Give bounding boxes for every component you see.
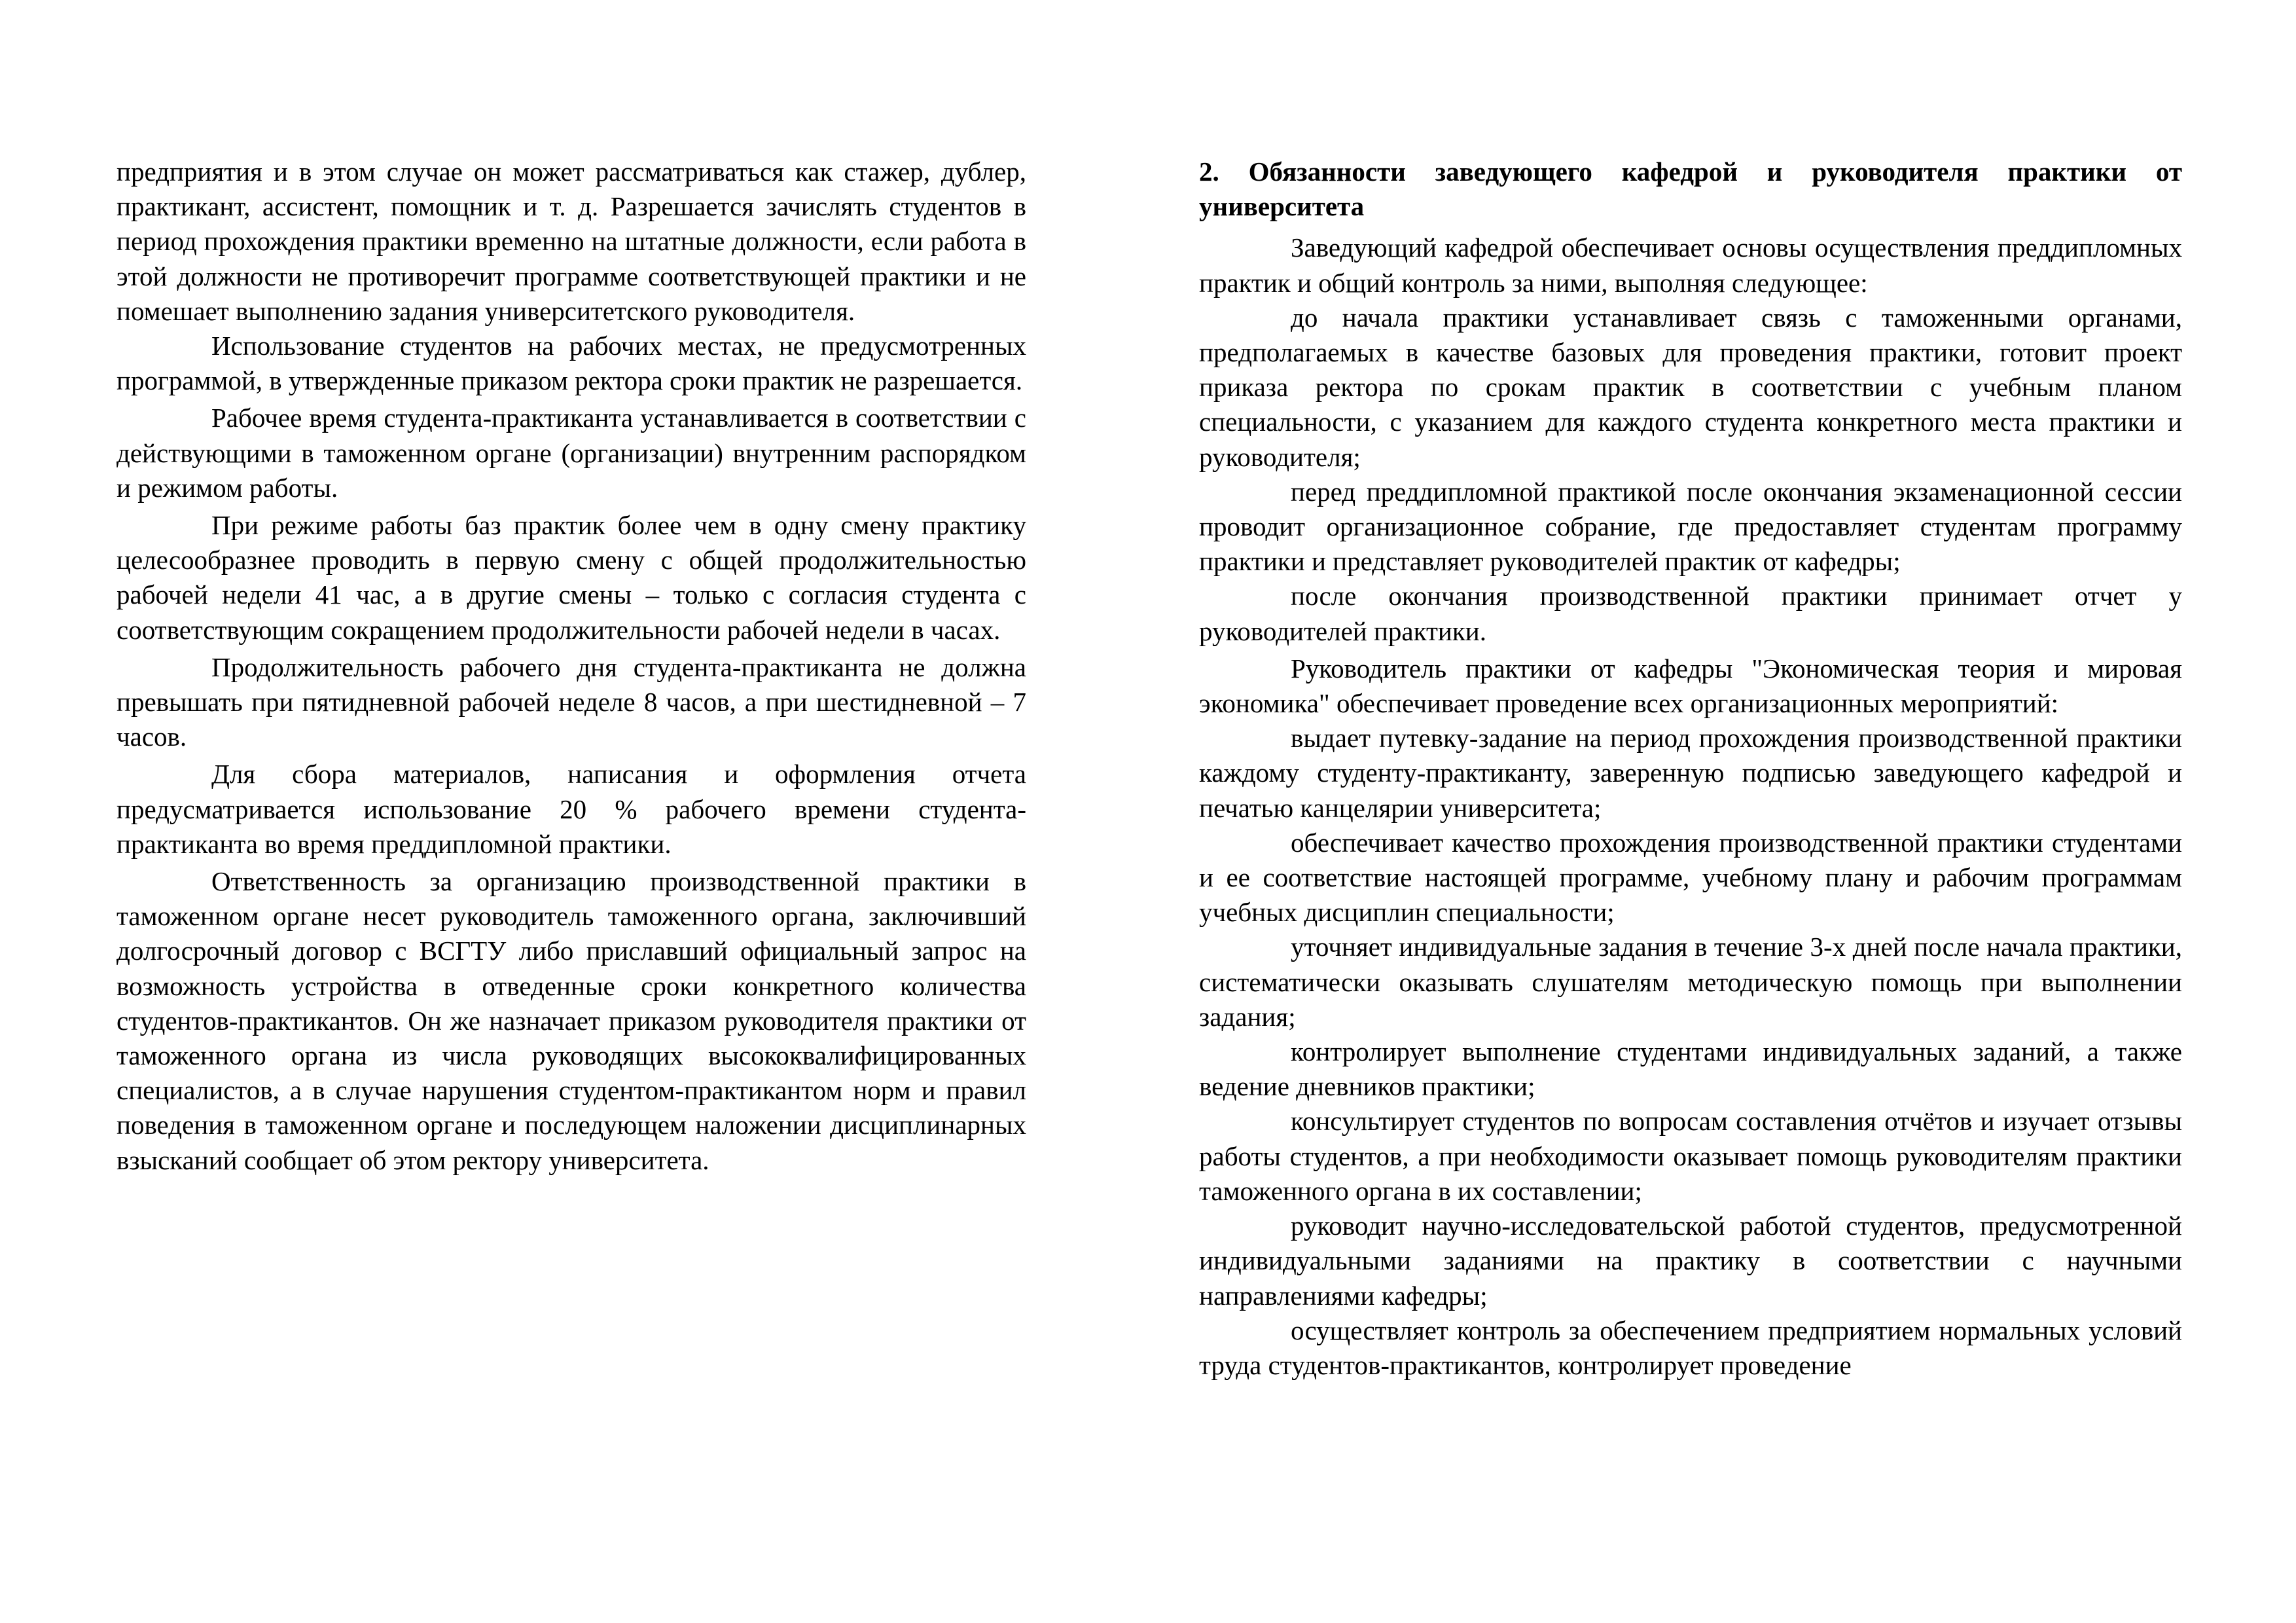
list-item: до начала практики устанавливает связь с таможенными органами, предполагаемых в качестве базовых для проведения практики, готовит проект приказа ректора по срокам практик в соответствии с учебным планом специальности, с указанием для каждого студента конкретного места практики и руководителя;	[1199, 302, 2182, 472]
paragraph: Использование студентов на рабочих местах, не предусмотренных программой, в утвержденные приказом ректора сроки практик не разрешается.	[117, 331, 1026, 396]
list-item: контролирует выполнение студентами индивидуальных заданий, а также ведение дневников практики;	[1199, 1036, 2182, 1102]
left-page-column	[117, 155, 1026, 1178]
list-item: консультирует студентов по вопросам составления отчётов и изучает отзывы работы студентов, а при необходимости оказывает помощь руководителям практики таможенного органа в их составлении;	[1199, 1106, 2182, 1206]
section-heading: 2. Обязанности заведующего кафедрой и руководителя практики от университета	[1199, 156, 2182, 222]
list-item: перед преддипломной практикой после окончания экзаменационной сессии проводит организационное собрание, где предоставляет студентам программу практики и представляет руководителей практик от кафедры;	[1199, 476, 2182, 577]
list-item: руководит научно-исследовательской работой студентов, предусмотренной индивидуальными заданиями на практику в соответствии с научными направлениями кафедры;	[1199, 1211, 2182, 1311]
list-item: обеспечивает качество прохождения производственной практики студентами и ее соответствие настоящей программе, учебному плану и рабочим программам учебных дисциплин специальности;	[1199, 827, 2182, 928]
paragraph: предприятия и в этом случае он может рассматриваться как стажер, дублер, практикант, ассистент, помощник и т. д. Разрешается зачислять студентов в период прохождения практики временно на штатные должности, если работа в этой должности не противоречит программе соответствующей практики и не помешает выполнению задания университетского руководителя.	[117, 156, 1026, 326]
paragraph: Рабочее время студента-практиканта устанавливается в соответствии с действующими в таможенном органе (организации) внутренним распорядком и режимом работы.	[117, 403, 1026, 503]
list-item: осуществляет контроль за обеспечением предприятием нормальных условий труда студентов-практикантов, контролирует проведение	[1199, 1315, 2182, 1380]
paragraph: Заведующий кафедрой обеспечивает основы осуществления преддипломных практик и общий контроль за ними, выполняя следующее:	[1199, 232, 2182, 298]
paragraph: Руководитель практики от кафедры "Экономическая теория и мировая экономика" обеспечивает проведение всех организационных мероприятий:	[1199, 653, 2182, 719]
paragraph: Ответственность за организацию производственной практики в таможенном органе несет руководитель таможенного органа, заключивший долгосрочный договор с ВСГТУ либо приславший официальный запрос на возможность устройства в отведенные сроки конкретного количества студентов-практикантов. Он же назначает приказом руководителя практики от таможенного органа из числа руководящих высококвалифицированных специалистов, а в случае нарушения студентом-практикантом норм и правил поведения в таможенном органе и последующем наложении дисциплинарных взысканий сообщает об этом ректору университета.	[117, 866, 1026, 1175]
paragraph: При режиме работы баз практик более чем в одну смену практику целесообразнее проводить в первую смену с общей продолжительностью рабочей недели 41 час, а в другие смены – только с согласия студента с соответствующим сокращением продолжительности рабочей недели в часах.	[117, 510, 1026, 645]
list-item: уточняет индивидуальные задания в течение 3-х дней после начала практики, систематически оказывать слушателям методическую помощь при выполнении задания;	[1199, 932, 2182, 1032]
right-page-column	[1199, 155, 2182, 1383]
paragraph: Продолжительность рабочего дня студента-практиканта не должна превышать при пятидневной рабочей неделе 8 часов, а при шестидневной – 7 часов.	[117, 651, 1026, 752]
paragraph: Для сбора материалов, написания и оформления отчета предусматривается использование 20 % рабочего времени студента-практиканта во время преддипломной практики.	[117, 759, 1026, 859]
list-item: после окончания производственной практики принимает отчет у руководителей практики.	[1199, 581, 2182, 646]
list-item: выдает путевку-задание на период прохождения производственной практики каждому студенту-практиканту, заверенную подписью заведующего кафедрой и печатью канцелярии университета;	[1199, 723, 2182, 823]
